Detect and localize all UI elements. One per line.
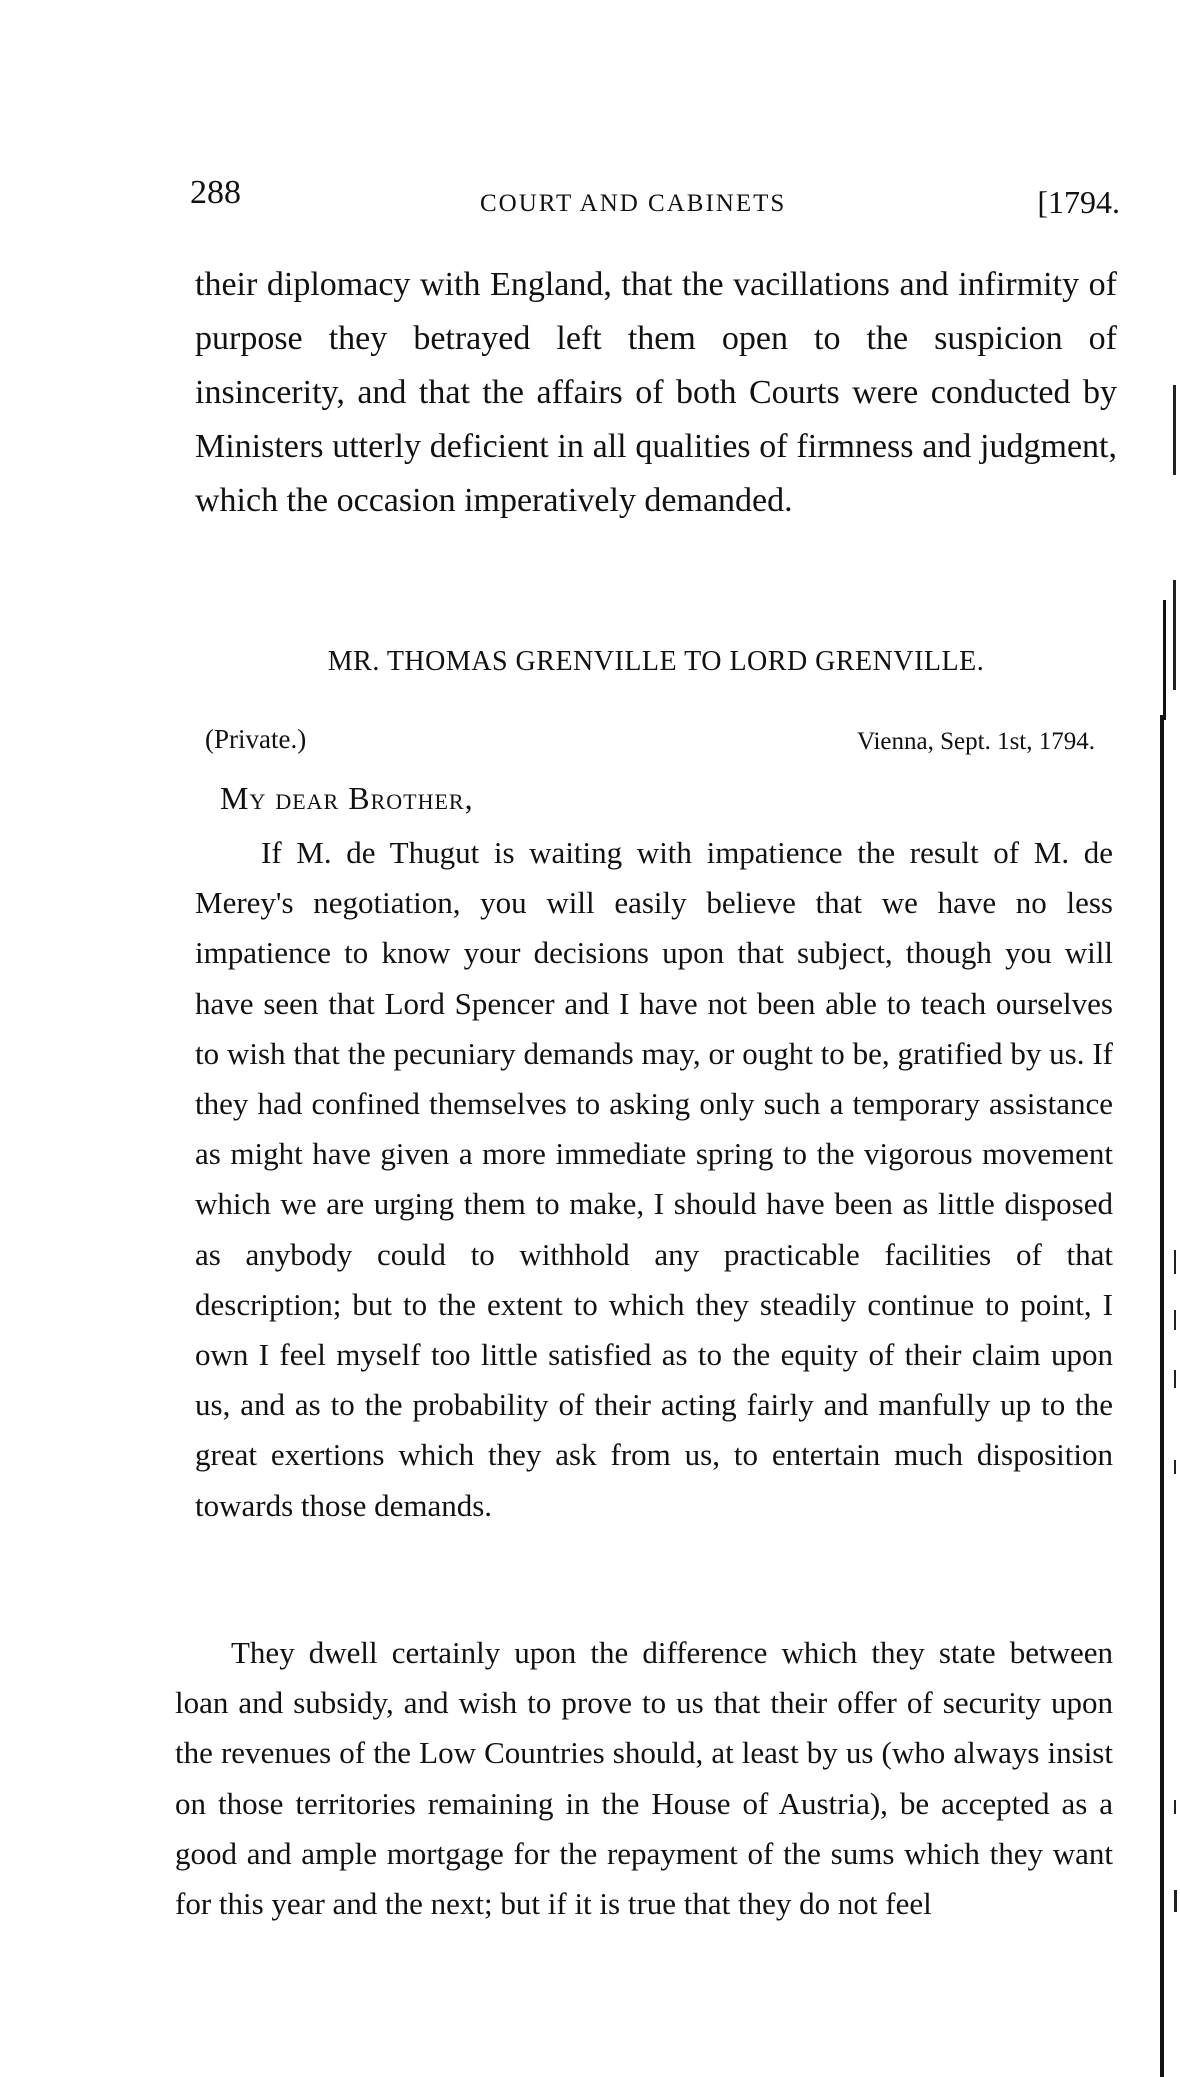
letter-paragraph: They dwell certainly upon the difference which they state between loan and subsidy, and wish to prove to us that their offer of security upon the revenues of the Low Countries should, at least by us (who always insist on those territories remaining in the House of Austria), be accepted as a good and ample mortgage for the repayment of the sums which they want for this year and the next; but if it is true that they do not feel [175,1635,1113,1922]
letter-paragraph: If M. de Thugut is waiting with impatience the result of M. de Merey's negotiation, you will easily believe that we have no less impatience to know your decisions upon that subject, though you will have seen that Lord Spencer and I have not been able to teach ourselves to wish that the pecuniary demands may, or ought to be, gratified by us. If they had confined themselves to asking only such a temporary assistance as might have given a more immediate spring to the vigorous movement which we are urging them to make, I should have been as little disposed as anybody could to withhold any practicable facilities of that description; but to the extent to which they steadily continue to point, I own I feel myself too little satisfied as to the equity of their claim upon us, and as to the probability of their acting fairly and manfully up to the great exertions which they ask from us, to entertain much disposition towards those demands. [195,835,1113,1523]
page-number: 288 [190,174,241,211]
page-edge-mark [1173,580,1176,690]
page-edge-mark [1173,385,1176,475]
running-head: COURT AND CABINETS [480,190,787,217]
page-edge-mark [1174,1890,1177,1912]
letter-date-line: Vienna, Sept. 1st, 1794. [856,728,1095,755]
letter-heading: MR. THOMAS GRENVILLE TO LORD GRENVILLE. [327,646,985,677]
page-edge-mark [1174,1250,1176,1274]
page-edge-mark [1174,1310,1176,1330]
letter-privacy-note: (Private.) [205,724,307,754]
letter-meta [205,724,1095,764]
page-edge-mark [1174,1370,1176,1388]
header-year: [1794. [1037,184,1120,220]
page-edge-mark [1174,1460,1176,1474]
page-edge-shadow [1160,715,1164,2077]
letter-salutation: My dear Brother, [220,780,474,816]
intro-paragraph: their diplomacy with England, that the vacillations and infirmity of purpose they betrayed left them open to the suspicion of insincerity, and that the affairs of both Courts were conducted by Ministers utterly deficient in all qualities of firmness and judgment, which the occasion imperatively demanded. [195,266,1117,519]
page-edge-mark [1174,1800,1176,1814]
page-header [190,168,1120,228]
page-edge-shadow [1163,600,1166,720]
